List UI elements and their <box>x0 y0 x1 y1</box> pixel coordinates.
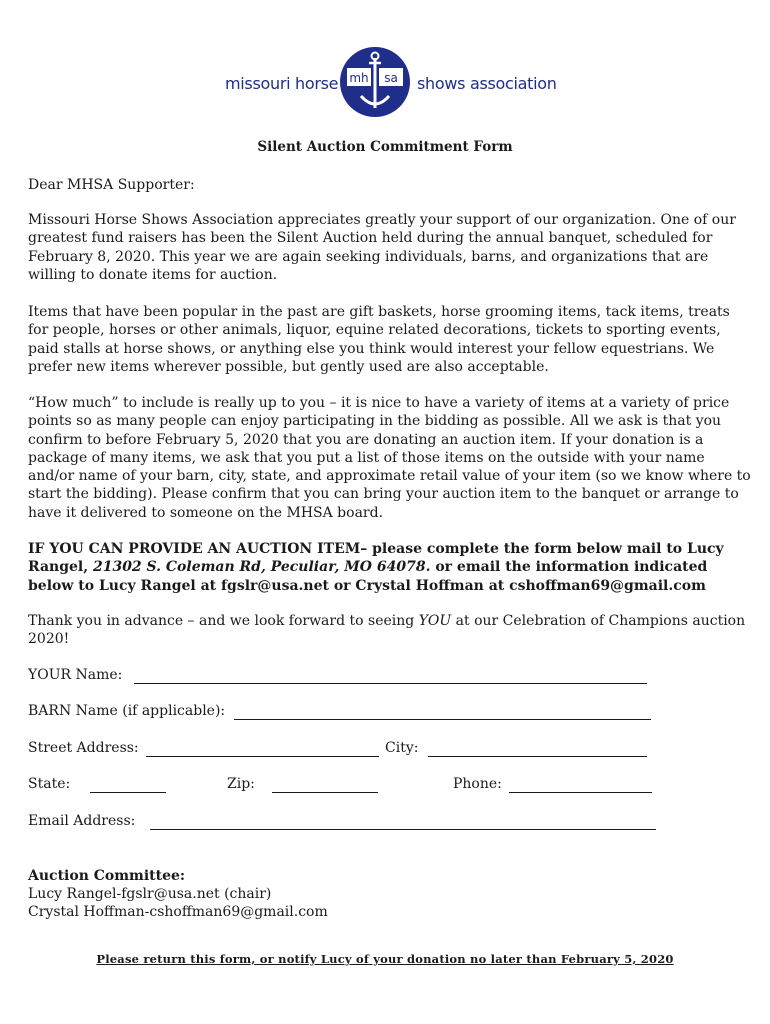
zip-line[interactable] <box>272 792 378 793</box>
logo-text-left: missouri horse <box>225 74 339 93</box>
logo-text-right: shows association <box>417 74 557 93</box>
phone-label: Phone: <box>453 776 502 792</box>
committee-member: Crystal Hoffman-cshoffman69@gmail.com <box>28 904 328 920</box>
state-label: State: <box>28 776 71 792</box>
greeting: Dear MHSA Supporter: <box>28 177 195 193</box>
street-address-label: Street Address: <box>28 740 139 756</box>
your-name-line[interactable] <box>134 683 647 684</box>
street-address-line[interactable] <box>146 756 379 757</box>
barn-name-label: BARN Name (if applicable): <box>28 703 226 719</box>
mailing-address: 21302 S. Coleman Rd, Peculiar, MO 64078. <box>92 559 431 576</box>
auction-committee <box>28 867 328 921</box>
anchor-logo-icon <box>339 46 411 118</box>
mhsa-logo <box>0 44 770 124</box>
barn-name-line[interactable] <box>234 719 651 720</box>
closing-before: Thank you in advance – and we look forward to seeing <box>28 613 419 629</box>
logo-mark-left: mh <box>349 71 369 85</box>
intro-paragraph: Missouri Horse Shows Association appreciates greatly your support of our organization. One of our greatest fund raisers has been the Silent Auction held during the annual banquet, scheduled for February 8, 2020. This year we are again seeking individuals, barns, and organizations that are willing to donate items for auction. <box>28 212 736 283</box>
state-line[interactable] <box>90 792 166 793</box>
closing-emphasis: YOU <box>418 613 452 629</box>
your-name-label: YOUR Name: <box>28 667 123 683</box>
closing-after: at our Celebration of Champions auction 2020! <box>28 613 746 648</box>
city-line[interactable] <box>428 756 647 757</box>
city-label: City: <box>385 740 419 756</box>
committee-heading: Auction Committee: <box>28 868 186 884</box>
instructions-paragraph <box>28 540 752 595</box>
popular-items-paragraph: Items that have been popular in the past are gift baskets, horse grooming items, tack items, treats for people, horses or other animals, liquor, equine related decorations, tickets to sporting events, paid stalls at horse shows, or anything else you think would interest your fellow equestrians. We prefer new items wherever possible, but gently used are also acceptable. <box>28 304 730 375</box>
committee-member-chair: Lucy Rangel-fgslr@usa.net (chair) <box>28 886 272 902</box>
closing-paragraph <box>28 612 752 649</box>
instructions-part2: or email the information indicated below to Lucy Rangel at fgslr@usa.net or Crystal Hoffman at cshoffman69@gmail.com <box>28 559 708 594</box>
logo-mark-right: sa <box>384 71 398 85</box>
how-much-paragraph: “How much” to include is really up to you – it is nice to have a variety of items at a variety of price points so as many people can enjoy participating in the bidding as possible. All we ask is that you confirm to before February 5, 2020 that you are donating an auction item. If your donation is a package of many items, we ask that you put a list of those items on the outside with your name and/or name of your barn, city, state, and approximate retail value of your item (so we know where to start the bidding). Please confirm that you can bring your auction item to the banquet or arrange to have it delivered to someone on the MHSA board. <box>28 395 751 521</box>
email-address-line[interactable] <box>150 829 656 830</box>
zip-label: Zip: <box>227 776 255 792</box>
phone-line[interactable] <box>509 792 652 793</box>
footer-note: Please return this form, or notify Lucy of your donation no later than February 5, 2020 <box>96 952 674 966</box>
email-address-label: Email Address: <box>28 813 136 829</box>
instructions-part1: IF YOU CAN PROVIDE AN AUCTION ITEM– please complete the form below mail to Lucy Rangel, <box>28 541 724 576</box>
form-title: Silent Auction Commitment Form <box>257 139 513 155</box>
